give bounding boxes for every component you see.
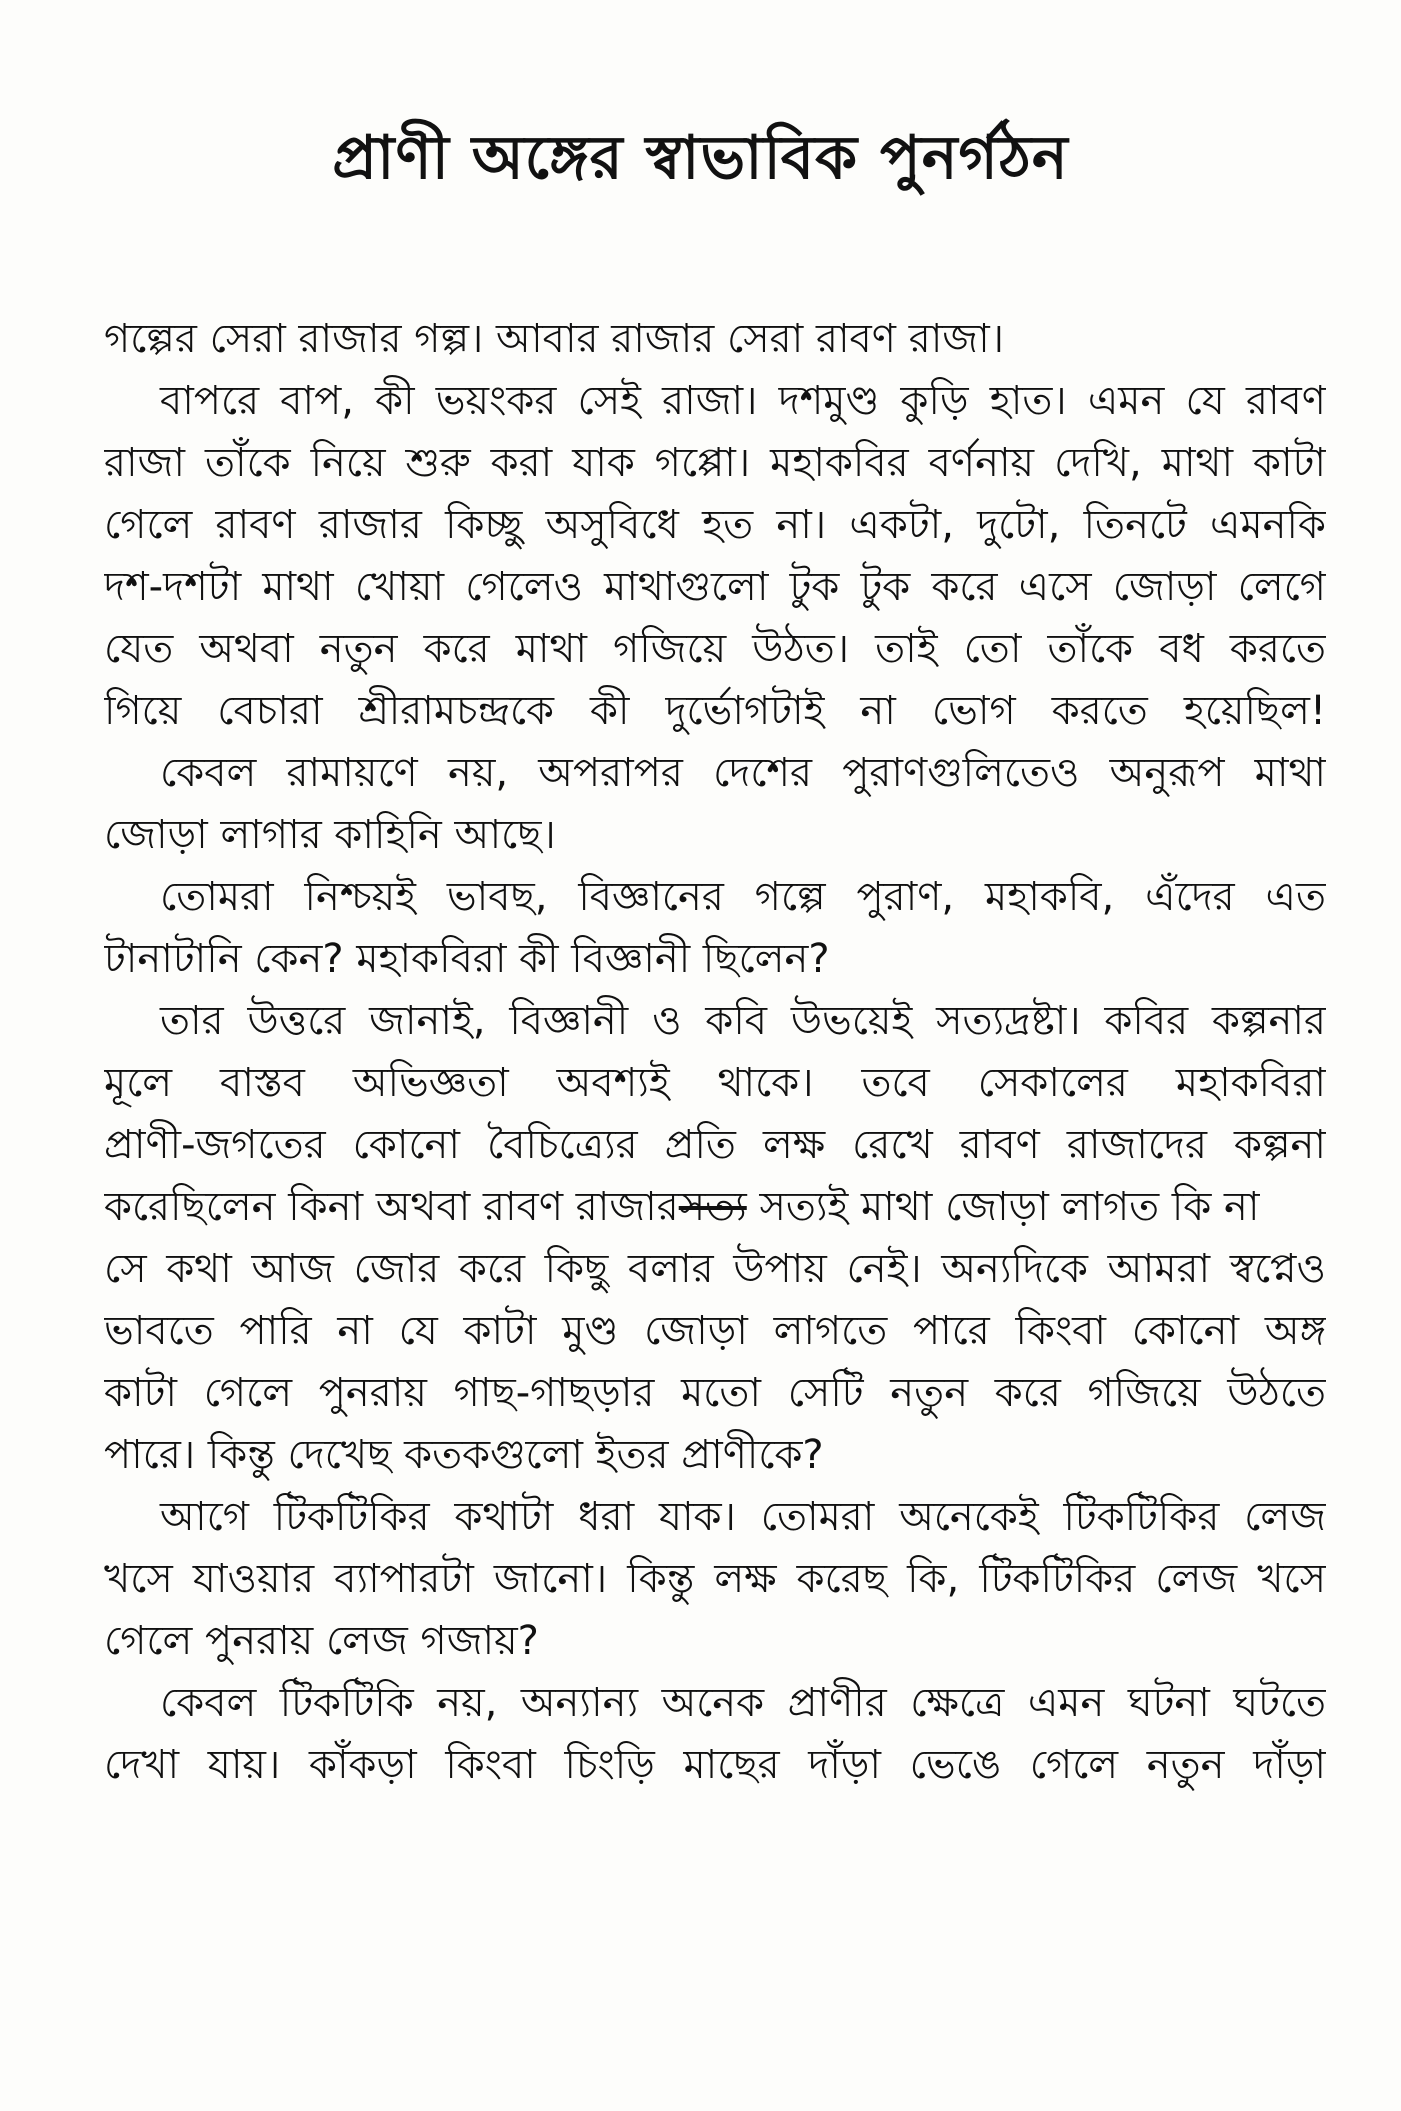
- text-line: কেবল রামায়ণে নয়, অপরাপর দেশের পুরাণগুলিতেও অনুরূপ মাথা: [160, 750, 1326, 796]
- text-line: তার উত্তরে জানাই, বিজ্ঞানী ও কবি উভয়েই সত্যদ্রষ্টা। কবির কল্পনার: [160, 998, 1326, 1044]
- text-line: সে কথা আজ জোর করে কিছু বলার উপায় নেই। অন্যদিকে আমরা স্বপ্নেও: [104, 1246, 1326, 1292]
- text-line: কেবল টিকটিকি নয়, অন্যান্য অনেক প্রাণীর ক্ষেত্রে এমন ঘটনা ঘটতে: [160, 1680, 1326, 1726]
- text-line: গেলে পুনরায় লেজ গজায়?: [104, 1618, 539, 1664]
- text-line: পারে। কিন্তু দেখেছ কতকগুলো ইতর প্রাণীকে?: [104, 1432, 824, 1478]
- chapter-title: প্রাণী অঙ্গের স্বাভাবিক পুনর্গঠন: [332, 123, 1069, 193]
- text-line: গিয়ে বেচারা শ্রীরামচন্দ্রকে কী দুর্ভোগটাই না ভোগ করতে হয়েছিল!: [104, 688, 1326, 734]
- text-line: রাজা তাঁকে নিয়ে শুরু করা যাক গপ্পো। মহাকবির বর্ণনায় দেখি, মাথা কাটা: [104, 440, 1326, 486]
- text-line: গল্পের সেরা রাজার গল্প। আবার রাজার সেরা রাবণ রাজা।: [104, 316, 1005, 362]
- text-line: বাপরে বাপ, কী ভয়ংকর সেই রাজা। দশমুণ্ড কুড়ি হাত। এমন যে রাবণ: [160, 378, 1326, 424]
- text-line: ভাবতে পারি না যে কাটা মুণ্ড জোড়া লাগতে পারে কিংবা কোনো অঙ্গ: [104, 1308, 1326, 1354]
- text-line: যেত অথবা নতুন করে মাথা গজিয়ে উঠত। তাই তো তাঁকে বধ করতে: [104, 626, 1326, 672]
- body-text: [104, 308, 1326, 1796]
- text-line: দশ-দশটা মাথা খোয়া গেলেও মাথাগুলো টুক টুক করে এসে জোড়া লেগে: [104, 564, 1326, 610]
- text-line: প্রাণী-জগতের কোনো বৈচিত্র্যের প্রতি লক্ষ রেখে রাবণ রাজাদের কল্পনা: [104, 1122, 1326, 1168]
- text-line: গেলে রাবণ রাজার কিচ্ছু অসুবিধে হত না। একটা, দুটো, তিনটে এমনকি: [104, 502, 1326, 548]
- text-line: খসে যাওয়ার ব্যাপারটা জানো। কিন্তু লক্ষ করেছ কি, টিকটিকির লেজ খসে: [104, 1556, 1326, 1602]
- text-line: আগে টিকটিকির কথাটা ধরা যাক। তোমরা অনেকেই টিকটিকির লেজ: [160, 1494, 1326, 1540]
- text-line: জোড়া লাগার কাহিনি আছে।: [104, 812, 556, 858]
- text-line: মূলে বাস্তব অভিজ্ঞতা অবশ্যই থাকে। তবে সেকালের মহাকবিরা: [104, 1060, 1326, 1106]
- text-line: দেখা যায়। কাঁকড়া কিংবা চিংড়ি মাছের দাঁড়া ভেঙে গেলে নতুন দাঁড়া: [104, 1742, 1326, 1788]
- struck-word: সত্য: [678, 1184, 747, 1230]
- text-line: কাটা গেলে পুনরায় গাছ-গাছড়ার মতো সেটি নতুন করে গজিয়ে উঠতে: [104, 1370, 1326, 1416]
- line-head: করেছিলেন কিনা অথবা রাবণ রাজার: [104, 1184, 679, 1230]
- text-line: [104, 1176, 1326, 1238]
- line-tail: সত্যই মাথা জোড়া লাগত কি না: [746, 1184, 1260, 1230]
- text-line: টানাটানি কেন? মহাকবিরা কী বিজ্ঞানী ছিলেন?: [104, 936, 830, 982]
- text-line: তোমরা নিশ্চয়ই ভাবছ, বিজ্ঞানের গল্পে পুরাণ, মহাকবি, এঁদের এত: [160, 874, 1326, 920]
